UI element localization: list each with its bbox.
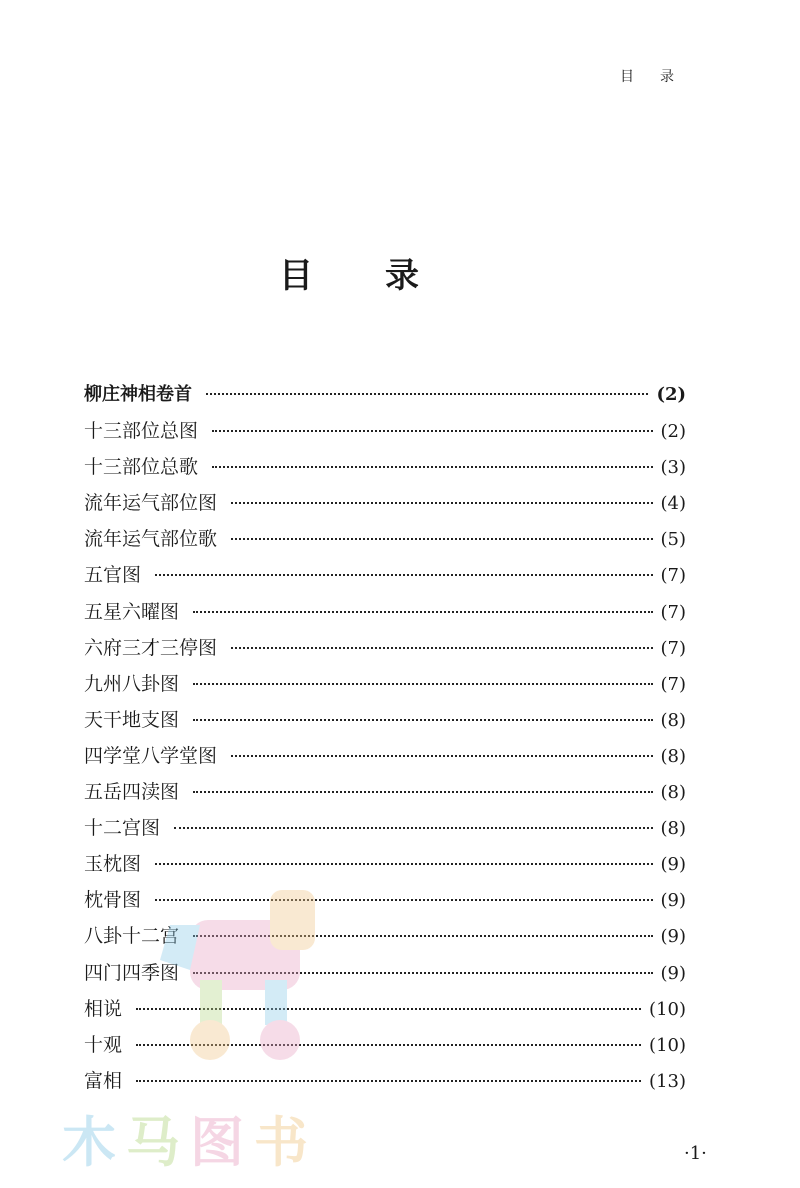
toc-entry-page: (7) bbox=[660, 637, 686, 659]
toc-entry-page: (9) bbox=[660, 890, 686, 912]
toc-entry-page: (9) bbox=[660, 962, 686, 984]
toc-entry-title: 富相 bbox=[84, 1069, 123, 1092]
dot-leader bbox=[193, 683, 652, 685]
toc-entry-title: 流年运气部位歌 bbox=[84, 528, 218, 551]
toc-entry-page: (9) bbox=[660, 854, 686, 876]
dot-leader bbox=[231, 502, 652, 504]
toc-entry-title: 十三部位总歌 bbox=[84, 456, 199, 479]
horse-leg-shape bbox=[200, 980, 222, 1025]
toc-entry-title: 八卦十二宫 bbox=[84, 925, 180, 948]
toc-entry-title: 柳庄神相卷首 bbox=[84, 384, 192, 405]
toc-entry-title: 流年运气部位图 bbox=[84, 492, 218, 515]
toc-entry-page: (3) bbox=[660, 457, 686, 479]
toc-entry-page: (8) bbox=[660, 745, 686, 767]
toc-entry-page: (2) bbox=[656, 384, 686, 405]
toc-entry[interactable] bbox=[84, 524, 686, 560]
toc-entry[interactable] bbox=[84, 813, 686, 849]
toc-entry[interactable] bbox=[84, 416, 686, 452]
toc-entry-page: (13) bbox=[649, 1070, 686, 1092]
toc-entry[interactable] bbox=[84, 669, 686, 705]
toc-entry-title: 十观 bbox=[84, 1033, 123, 1056]
toc-entry-title: 玉枕图 bbox=[84, 853, 142, 876]
toc-entry-page: (2) bbox=[660, 421, 686, 443]
toc-entry-page: (7) bbox=[660, 601, 686, 623]
toc-entry-title: 五岳四渎图 bbox=[84, 781, 180, 804]
toc-entry-page: (7) bbox=[660, 565, 686, 587]
dot-leader bbox=[206, 393, 648, 395]
toc-entry[interactable] bbox=[84, 1066, 686, 1102]
watermark-char: 马 bbox=[126, 1111, 190, 1174]
dot-leader bbox=[136, 1080, 641, 1082]
horse-leg-shape bbox=[265, 980, 287, 1025]
page-title: 目录 bbox=[279, 256, 491, 296]
watermark-text bbox=[62, 1100, 318, 1177]
watermark-char: 图 bbox=[190, 1111, 254, 1174]
dot-leader bbox=[193, 791, 652, 793]
page-number: ·1· bbox=[684, 1143, 707, 1164]
toc-entry-page: (10) bbox=[649, 1034, 686, 1056]
dot-leader bbox=[193, 719, 652, 721]
toc-entry[interactable] bbox=[84, 560, 686, 596]
toc-entry-title: 五官图 bbox=[84, 564, 142, 587]
toc-entry-page: (9) bbox=[660, 926, 686, 948]
dot-leader bbox=[212, 430, 652, 432]
toc-entry-page: (8) bbox=[660, 782, 686, 804]
dot-leader bbox=[174, 827, 652, 829]
dot-leader bbox=[231, 647, 652, 649]
dot-leader bbox=[231, 755, 652, 757]
toc-entry-title: 四学堂八学堂图 bbox=[84, 744, 218, 767]
toc-entry-page: (8) bbox=[660, 818, 686, 840]
toc-entry-page: (7) bbox=[660, 673, 686, 695]
horse-wheel-shape bbox=[190, 1020, 230, 1060]
watermark-char: 书 bbox=[254, 1111, 318, 1174]
toc-entry[interactable] bbox=[84, 705, 686, 741]
watermark-char: 木 bbox=[62, 1111, 126, 1174]
toc-entry-page: (8) bbox=[660, 709, 686, 731]
toc-entry-title: 相说 bbox=[84, 997, 123, 1020]
toc-entry-page: (5) bbox=[660, 529, 686, 551]
horse-head-shape bbox=[270, 890, 315, 950]
toc-entry-title: 天干地支图 bbox=[84, 708, 180, 731]
dot-leader bbox=[193, 611, 652, 613]
toc-entry-title: 五星六曜图 bbox=[84, 600, 180, 623]
toc-entry-title: 十三部位总图 bbox=[84, 420, 199, 443]
toc-entry[interactable] bbox=[84, 452, 686, 488]
toc-entry[interactable] bbox=[84, 633, 686, 669]
toc-entry[interactable] bbox=[84, 488, 686, 524]
toc-entry-title: 枕骨图 bbox=[84, 889, 142, 912]
toc-entry-page: (4) bbox=[660, 493, 686, 515]
running-header: 目录 bbox=[620, 69, 700, 85]
toc-entry-page: (10) bbox=[649, 998, 686, 1020]
toc-entry-title: 四门四季图 bbox=[84, 961, 180, 984]
dot-leader bbox=[155, 574, 652, 576]
toc-entry-title: 九州八卦图 bbox=[84, 672, 180, 695]
horse-wheel-shape bbox=[260, 1020, 300, 1060]
toc-entry[interactable] bbox=[84, 597, 686, 633]
dot-leader bbox=[155, 863, 652, 865]
rocking-horse-icon bbox=[130, 880, 350, 1070]
toc-entry-title: 六府三才三停图 bbox=[84, 636, 218, 659]
toc-entry-title: 十二宫图 bbox=[84, 817, 161, 840]
dot-leader bbox=[231, 538, 652, 540]
toc-entry[interactable] bbox=[84, 741, 686, 777]
dot-leader bbox=[212, 466, 652, 468]
toc-entry[interactable] bbox=[84, 380, 686, 416]
toc-entry[interactable] bbox=[84, 777, 686, 813]
